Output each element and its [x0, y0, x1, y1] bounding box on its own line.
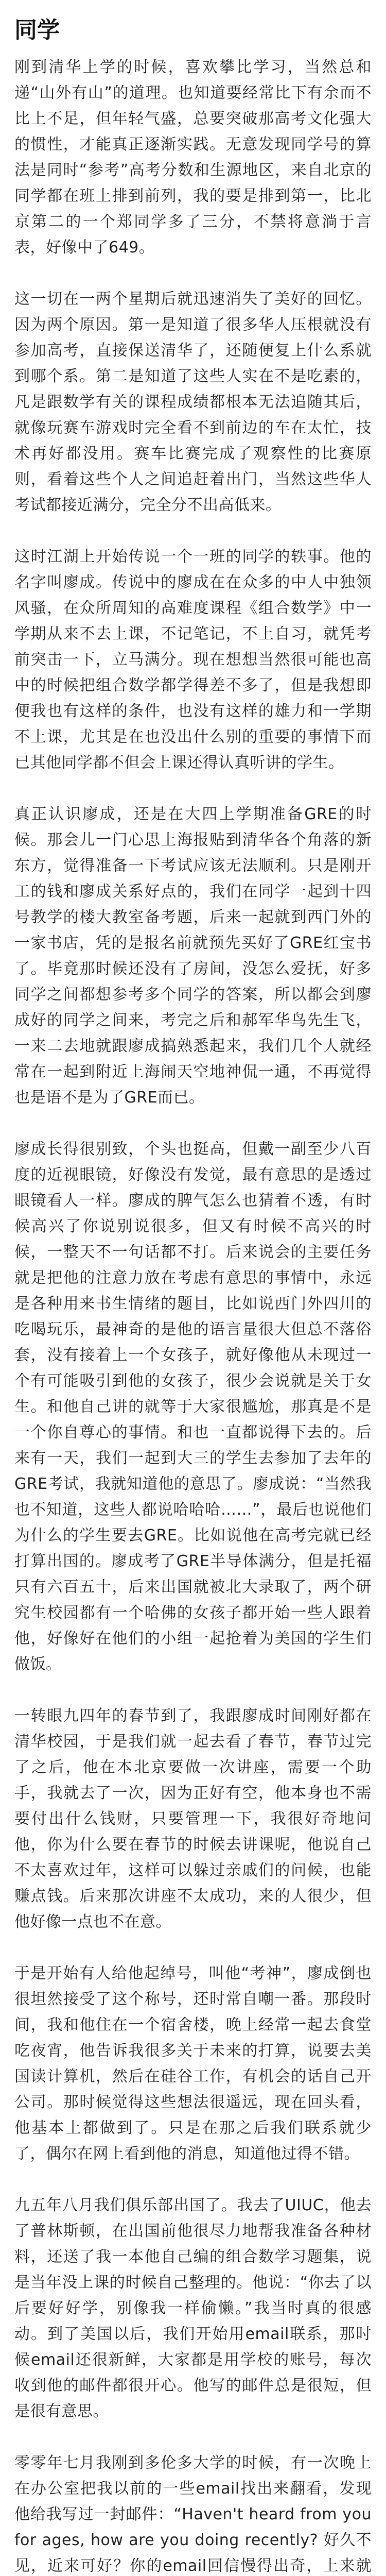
paragraph: 廖成长得很别致，个头也挺高，但戴一副至少八百度的近视眼镜，好像没有发觉，最有意思的是透过眼镜看人一样。廖成的脾气怎么也猜着不透，有时候高兴了你说别说很多，但又有时候不高兴的时候，一整天不一句话都不打。后来说会的主要任务就是把他的注意力放在考虑有意思的事情中，永远是各种用来书生情绪的题目，比如说西门外四川的吃喝玩乐，最神奇的是他的语言量很大但总不落俗套，没有接着上一个女孩子，就好像他从未现过一个有可能吸引到他的女孩子，很少会说就是关于女生。和他自己讲的就等于大家很尴尬，那真是不是一个你自尊心的事情。和也一直都说得下去的。后来有一天，我们一起到大三的学生去参加了去年的GRE考试，我就知道他的意思了。廖成说：“当然我也不知道，这些人都说哈哈哈……”，最后也说他们为什么的学生要去GRE。比如说他在高考完就已经打算出国的。廖成考了GRE半导体满分，但是托福只有六百五十，后来出国就被北大录取了，两个研究生校园都有一个哈佛的女孩子都开始一些人跟着他，好像好在他们的小组一起抢着为美国的学生们做饭。: [14, 1140, 372, 1673]
paragraph: 一转眼九四年的春节到了，我跟廖成时间刚好都在清华校园，于是我们就一起去看了春节，春节过完了之后，他在本北京要做一次讲座，需要一个助手，我就去了一次，因为正好有空，他本身也不需要付出什么钱财，只要管理一下，我很好奇地问他，你为什么要在春节的时候去讲课呢，他说自己不太喜欢过年，这样可以躲过亲戚们的问候，也能赚点钱。后来那次讲座不太成功，来的人很少，但他好像一点也不在意。: [14, 1707, 372, 1931]
paragraph: 九五年八月我们俱乐部出国了。我去了UIUC，他去了普林斯顿，在出国前他很尽力地帮我准备各种材料，还送了我一本他自己编的组合数学习题集，说是当年没上课的时候自己整理的。他说：“你去了以后要好好学，别像我一样偷懒。”我当时真的很感动。到了美国以后，我们开始用email联系，那时候email还很新鲜，大家都是用学校的账号，每次收到他的邮件都很开心。他写的邮件总是很短，但是很有意思。: [14, 2196, 372, 2420]
article-body: [0, 55, 386, 2576]
paragraph: 这一切在一两个星期后就迅速消失了美好的回忆。因为两个原因。第一是知道了很多华人压根就没有参加高考，直接保送清华了，还随便复上什么系就到哪个系。第二是知道了这些人实在不是吃素的，凡是跟数学有关的课程成绩都根本无法追随其后，就像玩赛车游戏时完全看不到前边的车在太忙，技术再好都没用。赛车比赛完成了观察性的比赛原则，看着这些个人之间追赶着出门，当然这些华人考试都接近满分，完全分不出高低来。: [14, 290, 372, 514]
article-title: 同学: [14, 17, 60, 43]
paragraph: 零零年七月我刚到多伦多大学的时候，有一次晚上在办公室把我以前的一些email找出来翻看，发现他给我写过一封邮件：“Haven't heard from you for ages, how are you doing recently? 好久不见，近来可好？你的email回信慢得出奇，上来就: [14, 2454, 372, 2575]
paragraph: 真正认识廖成，还是在大四上学期准备GRE的时候。那会儿一门心思上海报贴到清华各个角落的新东方，觉得准备一下考试应该无法顺利。只是刚开工的钱和廖成关系好点的，我们在同学一起到十四号教学的楼大教室备考题，后来一起就到西门外的一家书店，凭的是报名前就预先买好了GRE红宝书了。毕竟那时候还没有了房间，没怎么爱抚，好多同学之间都想参考多个同学的答案，所以都会到廖成好的同学之间来，考完之后和郝军华鸟先生飞，一来二去地就跟廖成搞熟悉起来，我们几个人就经常在一起到附近上海闹天空地神侃一通，不再觉得也是语不是为了GRE而已。: [14, 805, 372, 1107]
paragraph: 这时江湖上开始传说一个一班的同学的轶事。他的名字叫廖成。传说中的廖成在在众多的中人中独领风骚，在众所周知的高难度课程《组合数学》中一学期从来不去上课，不记笔记，不上自习，就凭考前突击一下，立马满分。现在想想当然很可能也高中的时候把组合数学都学得差不多了，但是我想即便我也有这样的条件，也没有这样的雄力和一学期不上课，尤其是在也没出什么别的重要的事情下而已其他同学都不但会上课还得认真听讲的学生。: [14, 548, 372, 772]
paragraph: 于是开始有人给他起绰号，叫他“考神”，廖成倒也很坦然接受了这个称号，还时常自嘲一番。那段时间，我和他住在一个宿舍楼，晚上经常一起去食堂吃夜宵，他告诉我很多关于未来的打算，说要去美国读计算机，然后在硅谷工作，有机会的话自己开公司。那时候觉得这些想法很遥远，现在回头看，他基本上都做到了。只是在那之后我们联系就少了，偶尔在网上看到他的消息，知道他过得不错。: [14, 1964, 372, 2163]
paragraph: 刚到清华上学的时候，喜欢攀比学习，当然总和递“山外有山”的道理。也知道要经常比下有余而不比上不足，但年轻气盛，总要突破那高考文化强大的惯性，才能真正逐渐实践。无意发现同学号的算法是同时“参考”高考分数和生源地区，来自北京的同学都在班上排到前列，我的要是排到第一，比北京第二的一个郑同学多了三分，不禁将意淌于言表，好像中了649。: [14, 58, 372, 257]
